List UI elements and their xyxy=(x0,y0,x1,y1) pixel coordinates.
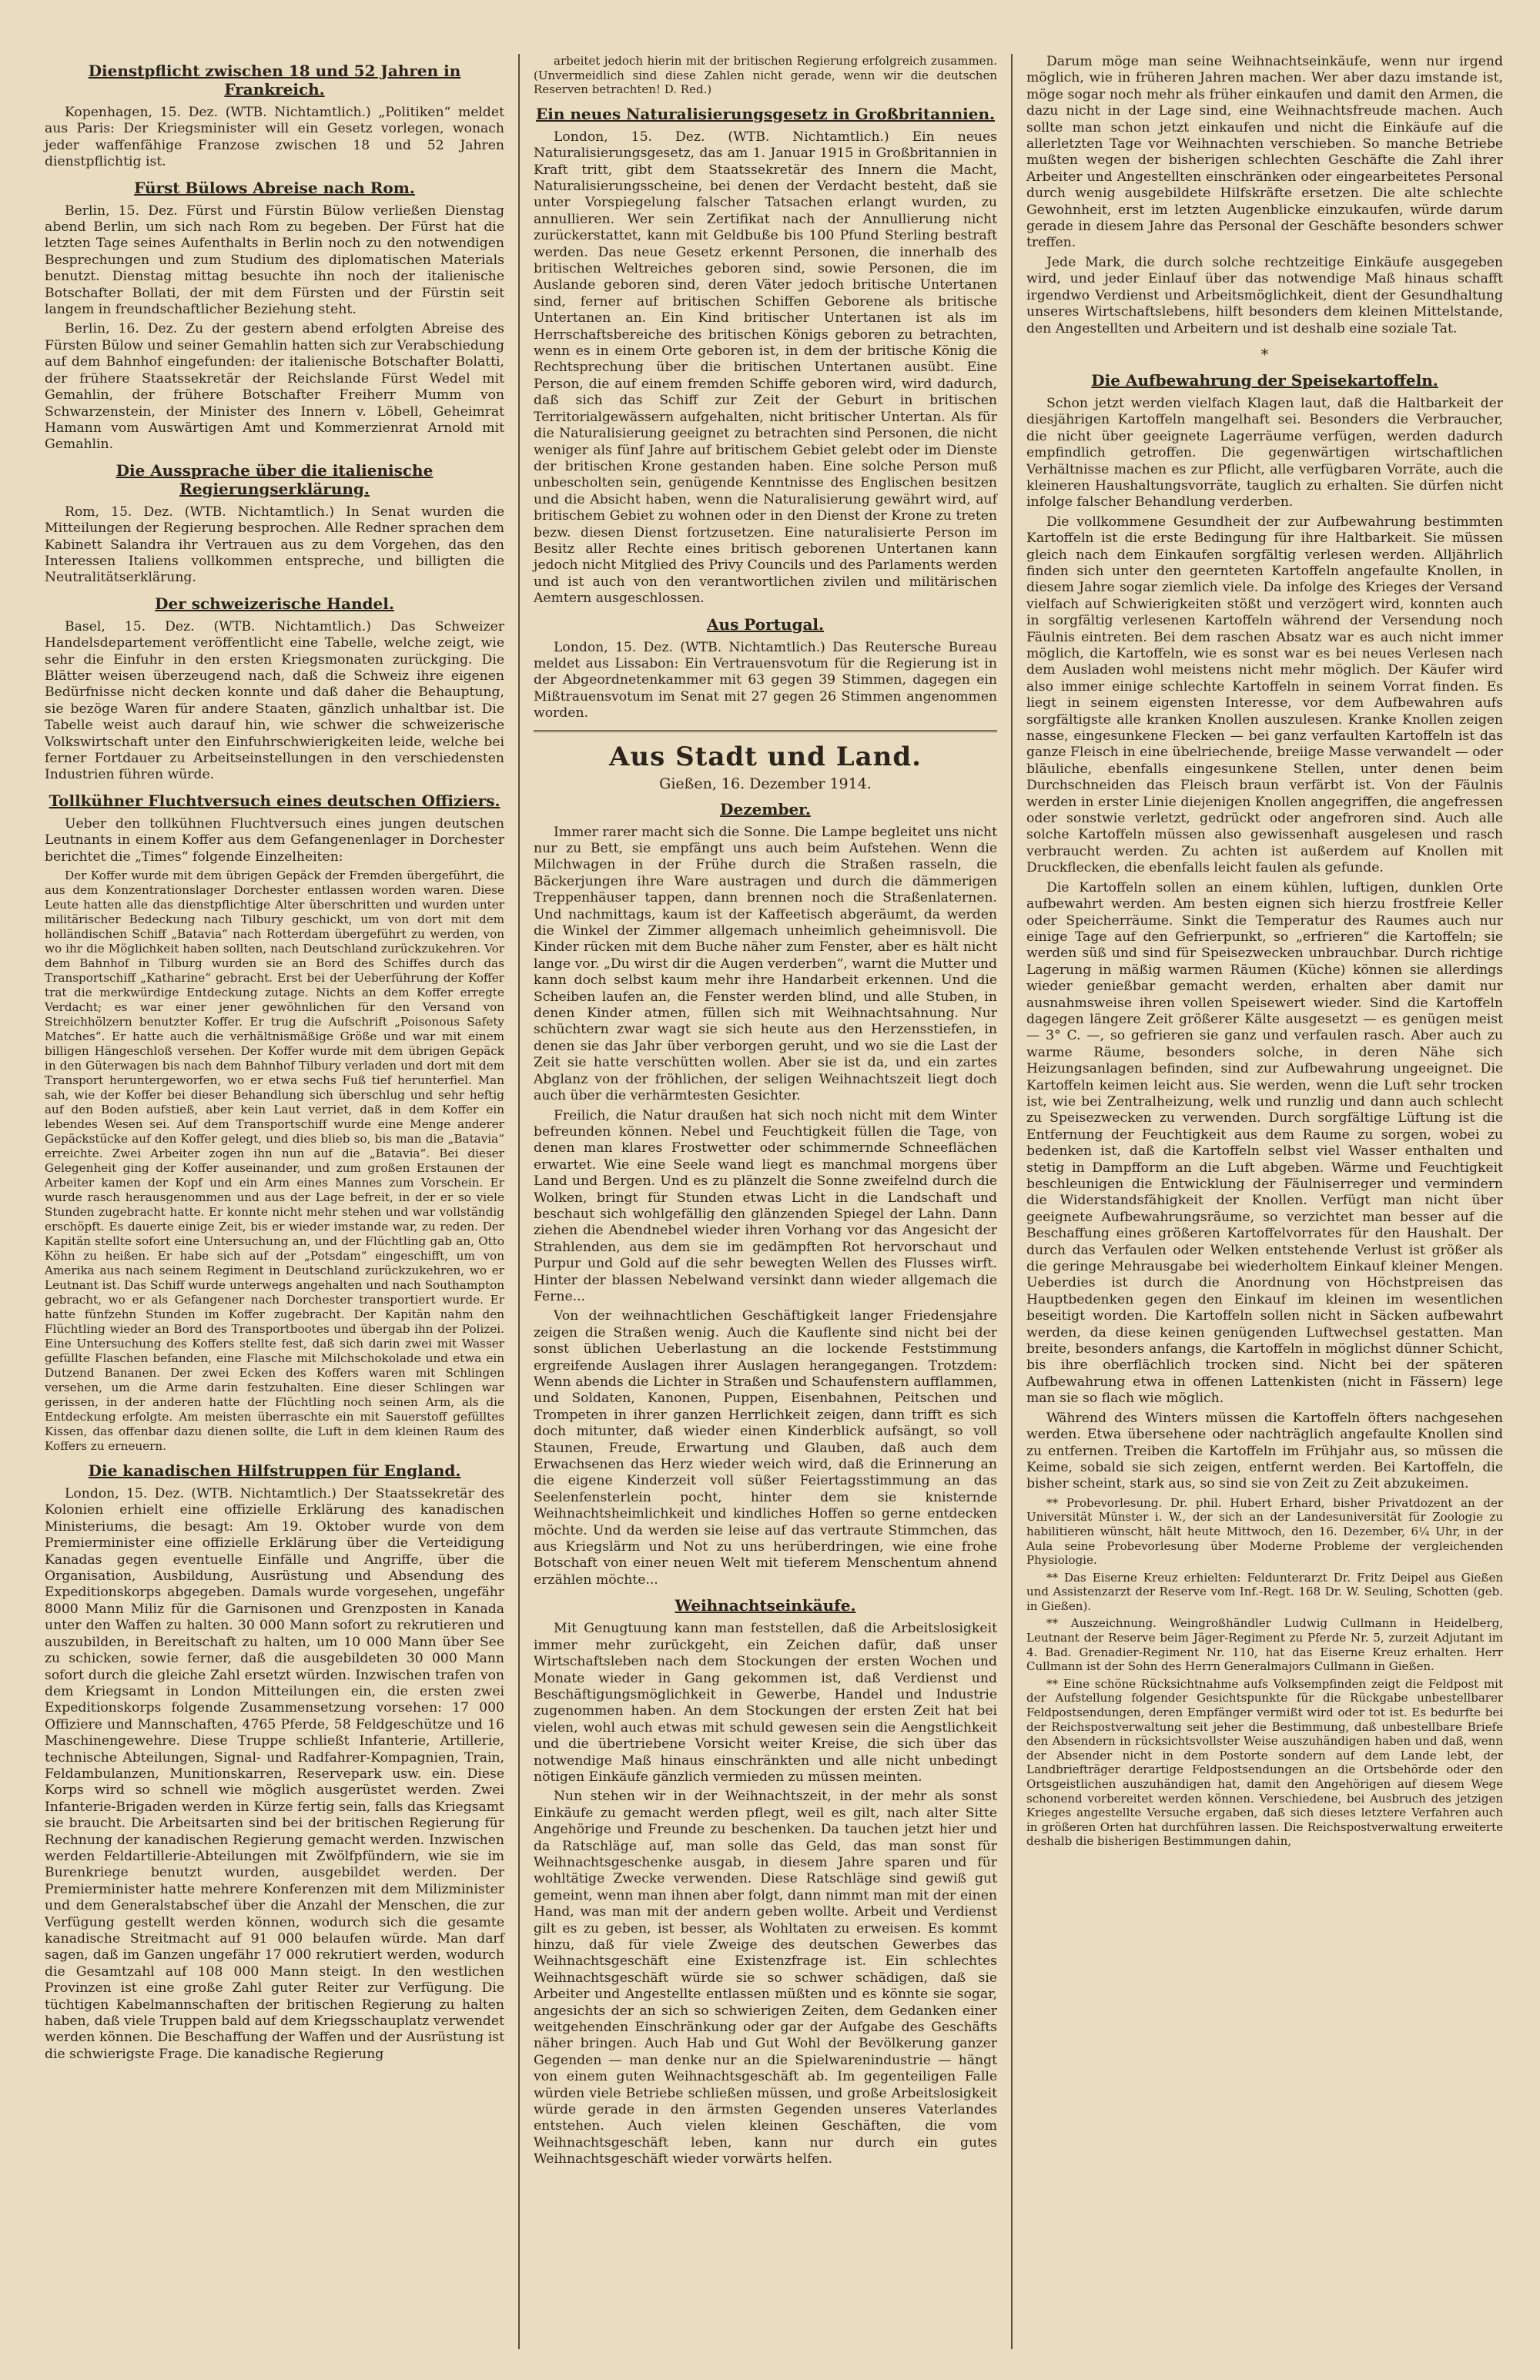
article-headline: Der schweizerische Handel. xyxy=(155,594,394,613)
article-paragraph: Während des Winters müssen die Kartoffeln öfters nachgesehen werden. Etwa übersehene oder nachträglich angefaulte Knollen sind zu entfernen. Treiben die Kartoffeln im Frühjahr aus, so müssen die Keime, sobald sie sich zeigen, entfernt werden. Bei Kartoffeln, die bisher scheint, stark aus, so sind sie von Zeit zu Zeit abzukeimen. xyxy=(1026,1410,1503,1492)
local-notice: ** Auszeichnung. Weingroßhändler Ludwig Cullmann in Heidelberg, Leutnant der Reserve beim Jäger-Regiment zu Pferde Nr. 5, zurzeit Adjutant im 4. Bad. Grenadier-Regiment Nr. 110, hat das Eiserne Kreuz erhalten. Herr Cullmann ist der Sohn des Herrn Generalmajors Cullmann in Gießen. xyxy=(1026,1616,1503,1674)
local-notice: ** Probevorlesung. Dr. phil. Hubert Erhard, bisher Privatdozent an der Universität Münster i. W., der sich an der Landesuniversität für Zoologie zu habilitieren wünscht, hält heute Mittwoch, den 16. Dezember, 6¼ Uhr, in der Aula seine Probevorlesung über Moderne Probleme der vergleichenden Physiologie. xyxy=(1026,1495,1503,1568)
article-headline: Die kanadischen Hilfstruppen für England. xyxy=(88,1461,461,1481)
article-headline: Die Aufbewahrung der Speisekartoffeln. xyxy=(1091,370,1438,390)
article-headline: Aus Portugal. xyxy=(707,614,824,634)
local-notice: ** Eine schöne Rücksichtnahme aufs Volksempfinden zeigt die Feldpost mit der Aufstellung folgender Gesichtspunkte für die Rückgabe unbestellbarer Feldpostsendungen, deren Empfänger vermißt wird oder tot ist. Es bedurfte bei der Reichspostverwaltung seit jeher die Bestimmung, daß unbestellbare Briefe den Absendern in rücksichtsvollster Weise auszuhändigen haben und daß, wenn der Absender nicht in dem Postorte sondern auf dem Lande lebt, der Landbriefträger derartige Feldpostsendungen an die Ortsbehörde oder den Ortsgeistlichen auszuhändigen hat, damit den Angehörigen auf diesem Wege schonend vorbereitet werden können. Verschiedene, bei Ausbruch des jetzigen Krieges angestellte Versuche ergaben, daß sich dieses letztere Verfahren auch in größeren Orten hat durchführen lassen. Die Reichspostverwaltung erweiterte deshalb die bisherigen Bestimmungen dahin, xyxy=(1026,1676,1503,1849)
article-paragraph: London, 15. Dez. (WTB. Nichtamtlich.) Der Staatssekretär des Kolonien erhielt eine offizielle Erklärung des kanadischen Ministeriums, die besagt: Am 19. Oktober wurde von dem Premierminister eine offizielle Erklärung über die Verteidigung Kanadas gegen eventuelle Einfälle und Angriffe, über die Organisation, Ausbildung, Ausrüstung und Absendung des Expeditionskorps abgegeben. Damals wurde vorgesehen, ungefähr 8000 Mann Miliz für die Garnisonen und Grenzposten in Kanada unter den Waffen zu halten. 30 000 Mann sofort zu rekrutieren und auszubilden, in Bereitschaft zu halten, um 10 000 Mann über See zu schicken, sowie ferner, daß die ausgebildeten 30 000 Mann sofort durch die gleiche Zahl ersetzt würden. Inzwischen trafen von dem Kriegsamt in London Mitteilungen ein, die ersten zwei Expeditionskorps folgende Zusammensetzung vorsehen: 17 000 Offiziere und Mannschaften, 4765 Pferde, 58 Feldgeschütze und 16 Maschinengewehre. Diese Truppe schließt Infanterie, Artillerie, technische Abteilungen, Signal- und Radfahrer-Kompagnien, Train, Feldambulanzen, Munitionskarren, Reservepark usw. ein. Diese Korps wird so schnell wie möglich ausgerüstet werden. Zwei Infanterie-Brigaden werden in Kürze fertig sein, falls das Kriegsamt sie braucht. Die Arbeitsarten sind bei der britischen Regierung für Rechnung der kanadischen Regierung gemacht werden. Inzwischen werden Feldartillerie-Abteilungen mit Zwölfpfündern, wie sie im Burenkriege benutzt wurden, ausgebildet werden. Der Premierminister hatte mehrere Konferenzen mit dem Milizminister und dem Generalstabschef über die Anzahl der Menschen, die zur Verfügung gestellt werden können, wodurch sich die gesamte kanadische Streitmacht auf 91 000 belaufen würde. Man darf sagen, daß im Ganzen ungefähr 17 000 rekrutiert werden, wodurch die Gesamtzahl auf 108 000 Mann steigt. In den westlichen Provinzen ist eine große Zahl guter Reiter zur Verfügung. Die tüchtigen Kabelmannschaften der britischen Regierung zu halten haben, daß viele Truppen bald auf dem Kriegsschauplatz verwendet werden können. Die Beschaffung der Waffen und der Ausrüstung ist die schwierigste Frage. Die kanadische Regierung xyxy=(45,1486,504,2062)
column-2 xyxy=(520,54,1013,2349)
article-paragraph: Rom, 15. Dez. (WTB. Nichtamtlich.) In Senat wurden die Mitteilungen der Regierung besprochen. Alle Redner sprachen dem Kabinett Salandra ihr Vertrauen aus zu dem Vorgehen, das den Interessen Italiens vollkommen entspreche, und billigten die Neutralitätserklärung. xyxy=(45,504,504,586)
article-paragraph: Ueber den tollkühnen Fluchtversuch eines jungen deutschen Leutnants in einem Koffer aus dem Gefangenenlager in Dorchester berichtet die „Times“ folgende Einzelheiten: xyxy=(45,815,504,865)
article-paragraph: London, 15. Dez. (WTB. Nichtamtlich.) Ein neues Naturalisierungsgesetz, das am 1. Januar 1915 in Großbritannien in Kraft tritt, gibt dem Staatssekretär des Innern die Macht, Naturalisierungsscheine, bei denen der Verdacht besteht, daß sie unter Vorspiegelung falscher Tatsachen erlangt wurden, zu annullieren. Wer sein Zertifikat nach der Annullierung nicht zurückerstattet, kann mit Geldbuße bis 100 Pfund Sterling bestraft werden. Das neue Gesetz erkennt Personen, die innerhalb des britischen Weltreiches geboren sind, sowie Personen, die im Auslande geboren sind, deren Väter jedoch britische Untertanen sind, ferner auf britischen Schiffen Geborene als britische Untertanen an. Ein Kind britischer Untertanen ist als im Herrschaftsbereiche des britischen Königs geboren zu betrachten, wenn es in einem Orte geboren ist, in dem der britische König die Rechtsprechung über die britischen Untertanen ausübt. Eine Person, die auf einem fremden Schiffe geboren wird, wird dadurch, daß sich das Schiff zur Zeit der Geburt in britischen Territorialgewässern aufgehalten, nicht britischer Untertan. Als für die Naturalisierung geeignet zu betrachten sind Personen, die nicht weniger als fünf Jahre auf britischem Gebiet gelebt oder im Dienste der britischen Krone gestanden haben. Eine solche Person muß unbescholten sein, genügende Kenntnisse des Englischen besitzen und die Absicht haben, wenn die Naturalisierung gewährt wird, auf britischem Gebiet zu wohnen oder in den Dienst der Krone zu treten bezw. diesen Dienst fortzusetzen. Eine naturalisierte Person im Besitz aller Rechte eines britisch geborenen Untertanen kann jedoch nicht Mitglied des Privy Councils und des Parlaments werden und ist auch von den verantwortlichen zivilen und militärischen Aemtern ausgeschlossen. xyxy=(534,129,997,607)
article-headline: Dienstpflicht zwischen 18 und 52 Jahren in Frankreich. xyxy=(88,62,461,99)
article-headline: Tollkühner Fluchtversuch eines deutschen Offiziers. xyxy=(49,791,500,810)
article-paragraph: Immer rarer macht sich die Sonne. Die Lampe begleitet uns nicht nur zu Bett, sie empfängt uns auch beim Aufstehen. Wenn die Milchwagen in der Frühe durch die Straßen rasseln, die Bäckerjungen ihre Ware austragen und durch die dämmerigen Treppenhäuser tappen, dann brennen noch die Straßenlaternen. Und nachmittags, kaum ist der Kaffeetisch abgeräumt, da werden die Winkel der Zimmer allgemach unheimlich geheimnisvoll. Die Kinder rücken mit dem Buche näher zum Fenster, aber es hält nicht lange vor. „Du wirst dir die Augen verderben“, warnt die Mutter und kann doch selbst kaum mehr ihre Handarbeit erkennen. Und die Scheiben laufen an, die Fenster werden blind, und alle Stuben, in denen Kinder atmen, füllen sich mit Weihnachtsahnung. Nur schüchtern zwar wagt sie sich heute aus den Herzensstiefen, in denen sie das Jahr über verborgen geruht, und wo sie die Last der Zeit sie hatte verschütten wollen. Aber sie ist da, und ein zartes Abglanz von der fröhlichen, der seligen Weihnachtszeit liegt doch auch über die verhärmtesten Gesichter. xyxy=(534,824,997,1104)
article-paragraph: Freilich, die Natur draußen hat sich noch nicht mit dem Winter befreunden können. Nebel und Feuchtigkeit füllen die Tage, von denen man klares Frostwetter oder schimmernde Schneeflächen erwartet. Wie eine Seele wand liegt es manchmal morgens über Land und Bergen. Und es zu plänzelt die Sonne zweifelnd durch die Wolken, bringt für Stunden etwas Licht in die Landschaft und beschaut sich wohlgefällig den glänzenden Spiegel der Lahn. Dann ziehen die Abendnebel wieder ihren Vorhang vor das Angesicht der Strahlenden, aus dem sie im gedämpften Rot hervorschaut und Purpur und Gold auf die sehr bewegten Wellen des Flusses wirft. Hinter der blassen Nebelwand versinkt dann wieder allgemach die Ferne... xyxy=(534,1107,997,1304)
article-headline: Die Aussprache über die italienische Regierungserklärung. xyxy=(116,460,434,498)
column-1 xyxy=(31,54,520,2349)
separator-star: * xyxy=(1260,344,1269,363)
article-paragraph: Von der weihnachtlichen Geschäftigkeit langer Friedensjahre zeigen die Straßen wenig. Auch die Kauflente sind nicht bei der sonst üblichen Ueberlastung an die lockende Feststimmung ergreifende Auslagen ihrer Auslagen herangegangen. Trotzdem: Wenn abends die Lichter in Straßen und Schaufenstern aufflammen, und Soldaten, Kanonen, Puppen, Eisenbahnen, Peitschen und Trompeten in ihrer ganzen Herrlichkeit zeigen, dann trifft es sich doch mitunter, daß wieder einen Kinderblick aufsängt, so voll Staunen, Freude, Erwartung und Glauben, daß auch dem Erwachsenen das Herz wieder weich wird, daß die Erinnerung an die eigene Kinderzeit voll süßer Feiertagsstimmung an das Seelenfensterlein pocht, hinter dem sie knisternde Weihnachtsheimlichkeit und kindliches Hoffen so gerne entdecken möchte. Und da werden sie leise auf das vertraute Stimmchen, das aus Kriegslärm und Not zu uns herüberdringen, wie eine frohe Botschaft von einer neuen Welt mit tieferem Menschentum ahnend erzählen möchte... xyxy=(534,1308,997,1588)
article-paragraph: Nun stehen wir in der Weihnachtszeit, in der mehr als sonst Einkäufe zu gemacht werden pflegt, weil es gilt, nach alter Sitte Angehörige und Freunde zu beschenken. Da tauchen jetzt hier und da Ratschläge auf, man solle das Geld, das man sonst für Weihnachtsgeschenke ausgab, in diesem Jahre sparen und für wohltätige Zwecke verwenden. Diese Ratschläge sind gewiß gut gemeint, wenn man ihnen aber folgt, dann nimmt man mit der einen Hand, was man mit der andern geben wollte. Arbeit und Verdienst gilt es zu geben, ist besser, als Wohltaten zu erweisen. Es kommt hinzu, daß für viele Zweige des deutschen Gewerbes das Weihnachtsgeschäft eine Existenzfrage ist. Ein schlechtes Weihnachtsgeschäft würde sie so schwer schädigen, daß sie Arbeiter und Angestellte entlassen müßten und es könnte sie sogar, angesichts der an sich so schwierigen Zeiten, dem Gedanken einer weitgehenden Einschränkung oder gar der Aufgabe des Geschäfts näher bringen. Auch Hab und Gut Wohl der Bevölkerung ganzer Gegenden — man denke nur an die Spielwarenindustrie — hängt von einem guten Weihnachtsgeschäft ab. Im gegenteiligen Falle würden viele Betriebe schließen müssen, und große Arbeitslosigkeit würde gerade in den ärmsten Gegenden unseres Vaterlandes entstehen. Auch vielen kleinen Geschäften, die vom Weihnachtsgeschäft leben, kann nur durch ein gutes Weihnachtsgeschäft wieder vorwärts helfen. xyxy=(534,1789,997,2167)
section-dateline: Gießen, 16. Dezember 1914. xyxy=(659,775,872,792)
article-paragraph: Basel, 15. Dez. (WTB. Nichtamtlich.) Das Schweizer Handelsdepartement veröffentlicht eine Tabelle, welche zeigt, wie sehr die Einfuhr in den ersten Kriegsmonaten zurückging. Die Blätter weisen überzeugend nach, daß die Schweiz ihre eigenen Bedürfnisse nicht decken konnte und daß daher die Behauptung, sie bezöge Waren für andere Staaten, gänzlich unhaltbar ist. Die Tabelle weist auch darauf hin, wie schwer die schweizerische Volkswirtschaft unter den Einfuhrschwierigkeiten leide, welche bei ferner Fortdauer zu Arbeitseinstellungen in den verschiedensten Industrien führen würde. xyxy=(45,618,504,783)
continued-text: Jede Mark, die durch solche rechtzeitige Einkäufe ausgegeben wird, und jeder Einlauf über das notwendige Maß hinaus schafft irgendwo Verdienst und Arbeitsmöglichkeit, dient der Gesundhaltung unseres Wirtschaftslebens, hilft besonders dem kleinen Mittelstande, den Angestellten und Arbeitern und ist deshalb eine soziale Tat. xyxy=(1026,254,1503,336)
article-headline: Fürst Bülows Abreise nach Rom. xyxy=(134,178,415,197)
article-headline: Ein neues Naturalisierungsgesetz in Großbritannien. xyxy=(536,104,995,123)
article-paragraph: London, 15. Dez. (WTB. Nichtamtlich.) Das Reutersche Bureau meldet aus Lissabon: Ein Vertrauensvotum für die Regierung ist in der Abgeordnetenkammer mit 63 gegen 39 Stimmen, dagegen ein Mißtrauensvotum im Senat mit 27 gegen 26 Stimmen angenommen worden. xyxy=(534,639,997,721)
continued-text: Darum möge man seine Weihnachtseinkäufe, wenn nur irgend möglich, wie in früheren Jahren machen. Wer aber dazu imstande ist, möge sogar noch mehr als früher einkaufen und damit den Armen, die dazu nicht in der Lage sind, eine Weihnachtsfreude machen. Auch sollte man schon jetzt einkaufen und nicht die Einkäufe auf die allerletzten Tage vor Weihnachten verschieben. So manche Betriebe mußten wegen der bisherigen schlechten Geschäfte die Zahl ihrer Arbeiter und Angestellten einschränken oder eingearbeitetes Personal durch wenig ausgebildete Hilfskräfte ersetzen. Die alte schlechte Gewohnheit, erst im letzten Augenblicke einzukaufen, würde darum gerade in diesem Jahre das Personal der Geschäfte besonders schwer treffen. xyxy=(1026,54,1503,251)
article-paragraph: Die Kartoffeln sollen an einem kühlen, luftigen, dunklen Orte aufbewahrt werden. Am besten eignen sich hierzu frostfreie Keller oder Speicherräume. Sinkt die Temperatur des Raumes auch nur einige Tage auf den Gefrierpunkt, so „erfrieren“ die Kartoffeln; sie werden süß und sind für Speisezwecken unbrauchbar. Durch richtige Lagerung in mäßig warmen Räumen (Küche) können sie allerdings wieder genießbar gemacht werden, erhalten aber damit nur ausnahmsweise ihren vollen Speisewert wieder. Sind die Kartoffeln dagegen längere Zeit größerer Kälte ausgesetzt — es genügen meist — 3° C. —, so gefrieren sie ganz und verfaulen rasch. Aber auch zu warme Räume, besonders solche, in deren Nähe sich Heizungsanlagen befinden, sind zur Aufbewahrung ungeeignet. Die Kartoffeln keimen leicht aus. Sie werden, wenn die Luft sehr trocken ist, wie bei Zentralheizung, welk und runzlig und dann auch schlecht zu Speisezwecken zu verwenden. Durch sorgfältige Lüftung ist die Entfernung der Feuchtigkeit aus dem Raume zu sorgen, wobei zu bedenken ist, daß die Kartoffeln selbst viel Wasser enthalten und stetig in Dampfform an die Luft abgeben. Wärme und Feuchtigkeit beschleunigen die Entwicklung der Fäulniserreger und vermindern die Widerstandsfähigkeit der Knollen. Verfügt man nicht über geeignete Aufbewahrungsräume, so verzichtet man besser auf die Beschaffung eines größeren Kartoffelvorrates für den Haushalt. Der durch das Verfaulen oder Welken entstehende Verlust ist größer als die geringe Mehrausgabe bei wiederholtem Einkauf kleiner Mengen. Ueberdies ist durch die Anordnung von Höchstpreisen das Hauptbedenken gegen den Einkauf im kleinen im wesentlichen beseitigt worden. Die Kartoffeln sollen nicht in Säcken aufbewahrt werden, da diese keinen genügenden Luftwechsel gestatten. Man breite, besonders anfangs, die Kartoffeln in möglichst dünner Schicht, bis ihre oberflächlich trocken sind. Nicht bei der späteren Aufbewahrung etwa in offenen Lattenkisten (nicht in Fässern) lege man sie so flach wie möglich. xyxy=(1026,879,1503,1407)
article-paragraph: Die vollkommene Gesundheit der zur Aufbewahrung bestimmten Kartoffeln ist die erste Bedingung für ihre Haltbarkeit. Sie müssen gleich nach dem Einkaufen sorgfältig verlesen werden. Alljährlich finden sich unter den geernteten Kartoffeln angefaulte Knollen, in diesem Jahre sogar ziemlich viele. Da infolge des Krieges der Versand vielfach auf Schwierigkeiten stößt und verzögert wird, konnten auch in sorgfältig verlesenen Kartoffeln während der Versendung noch Fäulnis eintreten. Bei dem raschen Absatz war es auch nicht immer möglich, die Kartoffeln, wie es sonst war es bei neues Verlesen nach dem Ausladen wohl meistens nicht mehr möglich. Der Käufer wird also immer einige schlechte Kartoffeln in seinem Vorrat finden. Es liegt in seinem eigensten Interesse, vor dem Aufbewahren aufs sorgfältigste alle kranken Knollen auszulesen. Kranke Knollen zeigen nasse, eingesunkene Flecken — bei ganz verfaulten Kartoffeln ist das ganze Fleisch in eine übelriechende, breiige Masse verwandelt — oder bläuliche, ebenfalls eingesunkene Stellen, unter denen beim Durchschneiden das Fleisch braun verfärbt ist. Von der Fäulnis werden in erster Linie diejenigen Knollen angegriffen, die angefressen oder sonstwie verletzt, gedrückt oder angefroren sind. Auch alle solche Kartoffeln müssen also gewissenhaft ausgelesen und rasch verbraucht werden. Zu achten ist außerdem auf Knollen mit Druckflecken, die ebenfalls leicht faulen als gefunde. xyxy=(1026,514,1503,876)
column-3 xyxy=(1013,54,1517,2349)
section-divider xyxy=(534,730,997,732)
article-paragraph: Berlin, 16. Dez. Zu der gestern abend erfolgten Abreise des Fürsten Bülow und seiner Gemahlin hatten sich zur Verabschiedung auf dem Bahnhof eingefunden: der italienische Botschafter Bolatti, der frühere Staatssekretär der Reichslande Fürst Wedel mit Gemahlin, der frühere Botschafter Freiherr Mumm von Schwarzenstein, der Minister des Innern v. Löbell, Geheimrat Hamann vom Auswärtigen Amt und Kommerzienrat Arnold mit Gemahlin. xyxy=(45,321,504,453)
section-title: Aus Stadt und Land. xyxy=(609,741,922,772)
article-headline: Dezember. xyxy=(720,799,811,818)
article-paragraph: Mit Genugtuung kann man feststellen, daß die Arbeitslosigkeit immer mehr zurückgeht, ein Zeichen dafür, daß unser Wirtschaftsleben nach dem Stockungen der ersten Wochen und Monate wieder in Gang gekommen ist, daß Verdienst und Beschäftigungsmöglichkeit in Gewerbe, Handel und Industrie zugenommen haben. An dem Stockungen der ersten Zeit hat bei vielen, wohl auch etwas mit schuld gewesen sein die Aengstlichkeit und die übertriebene Vorsicht weiter Kreise, die sich über das notwendige Maß hinaus einschränkten und alle nicht unbedingt nötigen Einkäufe gänzlich vermieden zu müssen meinten. xyxy=(534,1621,997,1785)
article-headline: Weihnachtseinkäufe. xyxy=(675,1596,856,1615)
article-paragraph: Schon jetzt werden vielfach Klagen laut, daß die Haltbarkeit der diesjährigen Kartoffeln mangelhaft sei. Besonders die Verbraucher, die nicht über geeignete Lagerräume verfügen, werden dadurch empfindlich getroffen. Die gegenwärtigen wirtschaftlichen Verhältnisse machen es zur Pflicht, alle verfügbaren Vorräte, auch die kleineren Haushaltungsvorräte, tauglich zu erhalten. Sie dürfen nicht infolge falscher Behandlung verderben. xyxy=(1026,395,1503,510)
article-paragraph: Berlin, 15. Dez. Fürst und Fürstin Bülow verließen Dienstag abend Berlin, um sich nach Rom zu begeben. Der Fürst hat die letzten Tage seines Aufenthalts in Berlin noch zu den notwendigen Besprechungen und zum Studium des diplomatischen Materials benutzt. Dienstag mittag besuchte ihn noch der italienische Botschafter Bollati, der mit dem Fürsten und der Fürstin seit langem in freundschaftlicher Beziehung steht. xyxy=(45,203,504,318)
article-quote: Der Koffer wurde mit dem übrigen Gepäck der Fremden übergeführt, die aus dem Konzentrationslager Dorchester entlassen worden waren. Diese Leute hatten alle das dienstpflichtige Alter überschritten und wurden unter militärischer Bedeckung nach Tilbury geschickt, um von dort mit dem holländischen Schiff „Batavia“ nach Rotterdam übergeführt zu werden, von wo ihr die Möglichkeit haben sollten, nach Deutschland zurückzukehren. Vor dem Bahnhof in Tilburg wurden sie an Bord des Schiffes durch das Transportschiff „Katharine“ gebracht. Erst bei der Ueberführung der Koffer trat die merkwürdige Entdeckung zutage. Nichts an dem Koffer erregte Verdacht; es war einer jener gewöhnlichen für den Versand von Streichhölzern benutzter Koffer. Er trug die Aufschrift „Poisonous Safety Matches“. Er hatte auch die verhältnismäßige Größe und war mit einem billigen Hängeschloß versehen. Der Koffer wurde mit dem übrigen Gepäck in den Güterwagen bis nach dem Bahnhof Tilbury verladen und dort mit dem Transport heruntergeworfen, wo er etwa sechs Fuß tief herunterfiel. Man sah, wie der Koffer bei dieser Behandlung sich überschlug und sehr heftig auf den Boden aufstieß, aber kein Laut verriet, daß in dem Koffer ein lebendes Wesen sei. Auf dem Transportschiff wurde eine Menge anderer Gepäckstücke auf den Koffer gelegt, und dies blieb so, bis man die „Batavia“ erreichte. Zwei Arbeiter zogen ihn nun auf die „Batavia“. Bei dieser Gelegenheit ging der Koffer auseinander, und zum großen Erstaunen der Arbeiter kamen der Kopf und ein Arm eines Mannes zum Vorschein. Er wurde rasch herausgenommen und aus der Lage befreit, in der er so viele Stunden zugebracht hatte. Er konnte nicht mehr stehen und war vollständig erschöpft. Es dauerte einige Zeit, bis er wieder imstande war, zu reden. Der Kapitän stellte sofort eine Untersuchung an, und der Flüchtling gab an, Otto Köhn zu heißen. Er habe sich auf der „Potsdam“ eingeschifft, um von Amerika aus nach seinem Regiment in Deutschland zurückzukehren, wo er Leutnant ist. Das Schiff wurde unterwegs angehalten und nach Southampton gebracht, wo er als Gefangener nach Dorchester transportiert wurde. Er hatte fünfzehn Stunden im Koffer zugebracht. Der Kapitän nahm den Flüchtling wieder an Bord des Transportbootes und übergab ihn der Polizei. Eine Untersuchung des Koffers stellte fest, daß sich darin zwei mit Wasser gefüllte Flaschen befanden, eine Flasche mit Milchschokolade und etwa ein Dutzend Bananen. Der zwei Ecken des Koffers waren mit Schlingen versehen, um die Arme darin festzuhalten. Eine dieser Schlingen war gerissen, in der anderen hatte der Flüchtling noch seinen Arm, als die Entdeckung erfolgte. Am meisten überraschte ein mit Sauerstoff gefülltes Kissen, das offenbar dazu dienen sollte, die Luft in dem kleinen Raum des Koffers zu erneuern. xyxy=(45,869,504,1454)
local-notice: ** Das Eiserne Kreuz erhielten: Feldunterarzt Dr. Fritz Deipel aus Gießen und Assistenzarzt der Reserve vom Inf.-Regt. 168 Dr. W. Seuling, Schotten (geb. in Gießen). xyxy=(1026,1570,1503,1613)
continued-text: arbeitet jedoch hierin mit der britischen Regierung erfolgreich zusammen. (Unvermeidlich sind diese Zahlen nicht gerade, wenn wir die deutschen Reserven betrachten! D. Red.) xyxy=(534,54,997,97)
article-paragraph: Kopenhagen, 15. Dez. (WTB. Nichtamtlich.) „Politiken“ meldet aus Paris: Der Kriegsminister will ein Gesetz vorlegen, wonach jeder waffenfähige Franzose zwischen 18 und 52 Jahren dienstpflichtig ist. xyxy=(45,105,504,170)
